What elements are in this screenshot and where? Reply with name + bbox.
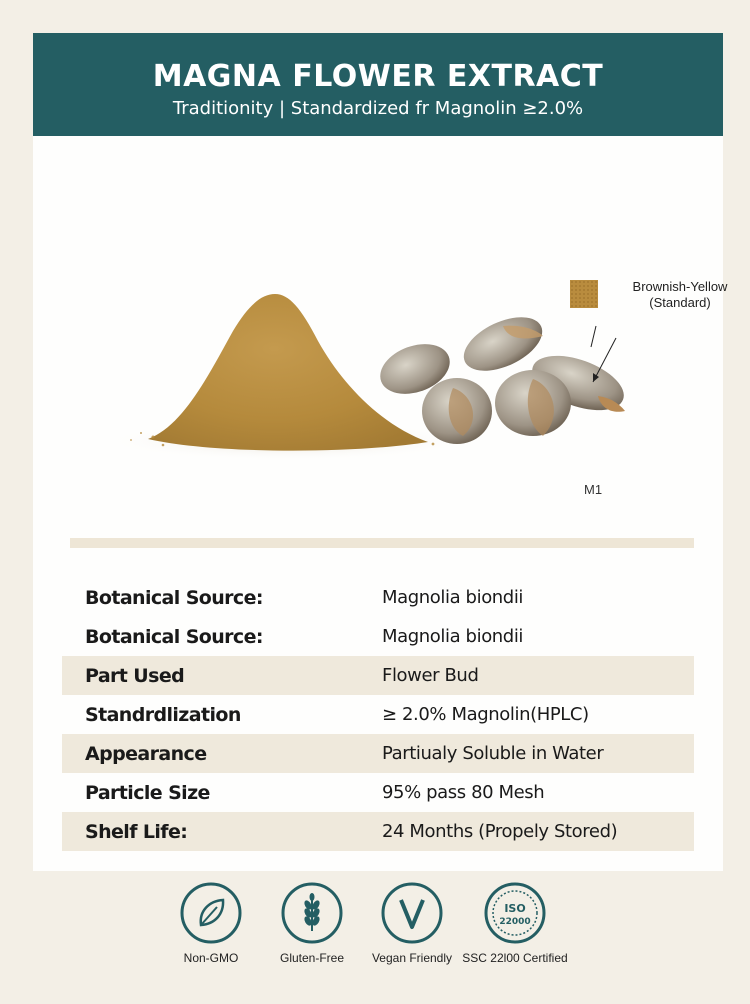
product-photo <box>33 136 723 536</box>
swatch-label-line2: (Standard) <box>649 295 711 310</box>
spec-value: Flower Bud <box>382 665 479 686</box>
badge-label: SSC 22l00 Certified <box>462 951 568 965</box>
spec-row <box>62 773 694 812</box>
badge-label: Gluten-Free <box>279 951 345 965</box>
spec-key: Standrdlization <box>85 704 241 726</box>
spec-value: Magnolia biondii <box>382 587 524 608</box>
badge-label: Non-GMO <box>183 951 239 965</box>
magnolia-buds <box>373 306 631 444</box>
spec-row <box>62 695 694 734</box>
badge-label: Vegan Friendly <box>371 951 453 965</box>
spec-value: 24 Months (Propely Stored) <box>382 821 618 842</box>
page-title: MAGNA FLOWER EXTRACT <box>152 59 604 94</box>
spec-key: Shelf Life: <box>85 821 188 843</box>
spec-key: Part Used <box>85 665 185 687</box>
spec-row <box>62 812 694 851</box>
spec-row <box>62 578 694 617</box>
spec-value: 95% pass 80 Mesh <box>382 782 545 803</box>
swatch-label <box>605 279 750 311</box>
callout-arrow <box>591 326 596 347</box>
spec-table <box>62 578 694 851</box>
seal-text-top: ISO <box>504 902 526 915</box>
wheat-icon <box>280 881 344 945</box>
spec-key: Botanical Source: <box>85 587 263 609</box>
spec-value: Magnolia biondii <box>382 626 524 647</box>
badge-iso <box>450 881 580 965</box>
divider <box>70 538 694 548</box>
spec-key: Botanical Source: <box>85 626 263 648</box>
image-code: M1 <box>584 482 603 497</box>
header-banner <box>33 33 723 136</box>
page-subtitle: Traditionity | Standardized fr Magnolin ≥2.0% <box>172 98 584 119</box>
spec-row <box>62 656 694 695</box>
certification-badges <box>0 878 750 988</box>
spec-row <box>62 617 694 656</box>
spec-value: ≥ 2.0% Magnolin(HPLC) <box>382 704 589 725</box>
seal-text-bottom: 22000 <box>499 917 531 927</box>
spec-row <box>62 734 694 773</box>
spec-value: Partiualy Soluble in Water <box>382 743 604 764</box>
swatch-label-line1: Brownish-Yellow <box>632 279 728 294</box>
leaf-icon <box>179 881 243 945</box>
v-icon <box>380 881 444 945</box>
color-swatch <box>570 280 598 308</box>
iso-seal-icon <box>483 881 547 945</box>
spec-key: Appearance <box>85 743 207 765</box>
spec-key: Particle Size <box>85 782 210 804</box>
